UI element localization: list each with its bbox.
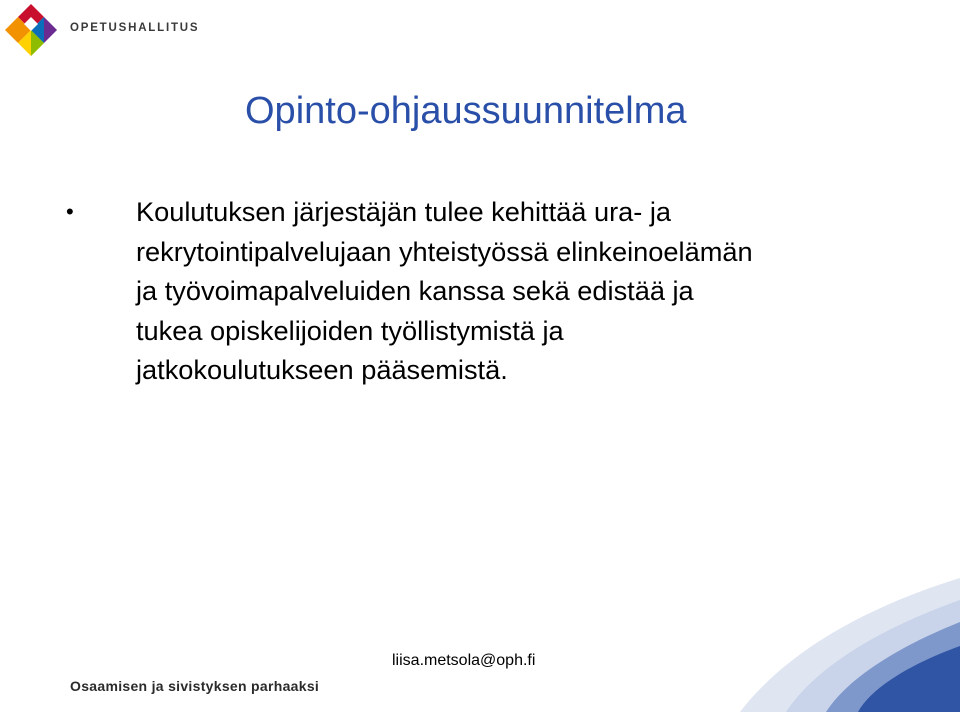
opetushallitus-logo-icon	[2, 2, 60, 60]
bullet-icon: •	[66, 199, 74, 224]
bullet-item	[60, 192, 860, 390]
bullet-list	[60, 192, 860, 390]
bullet-line: tukea opiskelijoiden työllistymistä ja	[136, 314, 564, 346]
bullet-line: rekrytointipalvelujaan yhteistyössä elinkeinoelämän	[136, 235, 753, 267]
organization-name: OPETUSHALLITUS	[70, 22, 200, 34]
bullet-line: ja työvoimapalveluiden kanssa sekä edistää ja	[136, 275, 694, 306]
footer-email: liisa.metsola@oph.fi	[392, 652, 536, 669]
footer-slogan: Osaamisen ja sivistyksen parhaaksi	[70, 678, 320, 694]
slide-title: Opinto-ohjaussuunnitelma	[245, 90, 687, 132]
bullet-line: Koulutuksen järjestäjän tulee kehittää ura- ja	[136, 196, 672, 227]
bullet-line: jatkokoulutukseen pääsemistä.	[136, 354, 508, 385]
